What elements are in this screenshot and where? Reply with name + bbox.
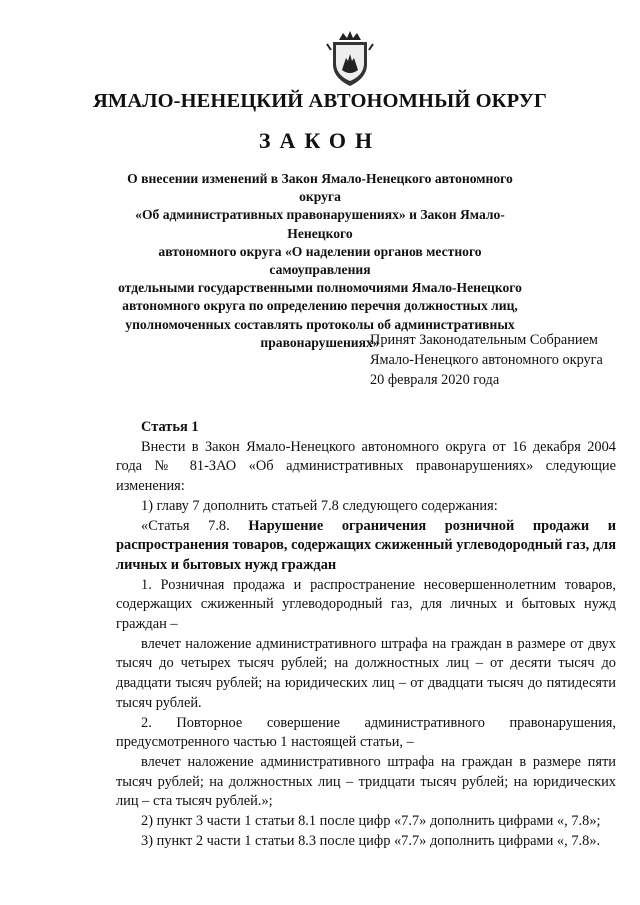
subject-line: уполномоченных составлять протоколы об административных [125,316,515,332]
new-article-prefix: «Статья 7.8. [141,517,230,534]
article-heading: Статья 1 [141,419,199,435]
penalty-part-1: влечет наложение административного штрафа на граждан в размере от двух тысяч до четырех тысяч рублей; на должностных лиц – от десяти тысяч до двадцати тысяч рублей; на юридических лиц – от двадцати тысяч до пятидесяти тысяч рублей. [116,635,616,711]
adoption-date: 20 февраля 2020 года [370,372,500,388]
document-type: ЗАКОН [258,128,382,153]
amendment-item-1: 1) главу 7 дополнить статьей 7.8 следующего содержания: [141,497,498,514]
article-part-1: 1. Розничная продажа и распространение несовершеннолетним товаров, содержащих сжиженный углеводородный газ, для личных и бытовых нужд граждан – [116,576,616,633]
subject-line: автономного округа по определению перечня должностных лиц, [122,298,518,314]
subject-line: правонарушениях» [260,334,380,350]
adoption-line: Принят Законодательным Собранием [370,332,598,348]
new-article-name: Нарушение ограничения розничной продажи и распространения товаров, содержащих сжиженный углеводородный газ, для личных и бытовых нужд граждан [116,517,616,573]
article-intro: Внести в Закон Ямало-Ненецкого автономного округа от 16 декабря 2004 года № 81-ЗАО «Об административных правонарушениях» следующие изменения: [116,438,616,495]
adoption-note [370,330,603,390]
subject-line: отдельными государственными полномочиями Ямало-Ненецкого [118,280,522,296]
subject-line: автономного округа «О наделении органов местного самоуправления [158,243,482,278]
amendment-item-3: 3) пункт 2 части 1 статьи 8.3 после цифр «7.7» дополнить цифрами «, 7.8». [141,832,601,849]
coat-of-arms-emblem [325,30,375,88]
law-body [116,418,616,851]
subject-line: «Об административных правонарушениях» и Закон Ямало-Ненецкого [135,207,505,241]
amendment-item-2: 2) пункт 3 части 1 статьи 8.1 после цифр «7.7» дополнить цифрами «, 7.8»; [141,813,601,830]
law-subject [110,170,530,352]
article-part-2: 2. Повторное совершение административного правонарушения, предусмотренного частью 1 настоящей статьи, – [116,714,616,751]
adoption-line: Ямало-Ненецкого автономного округа [370,352,603,368]
region-title: ЯМАЛО-НЕНЕЦКИЙ АВТОНОМНЫЙ ОКРУГ [92,90,548,112]
new-article-title [116,517,616,576]
penalty-part-2: влечет наложение административного штрафа на граждан в размере пяти тысяч рублей; на должностных лиц – тридцати тысяч рублей; на юридических лиц – ста тысяч рублей.»; [116,753,616,810]
subject-line: О внесении изменений в Закон Ямало-Ненецкого автономного округа [127,171,513,205]
